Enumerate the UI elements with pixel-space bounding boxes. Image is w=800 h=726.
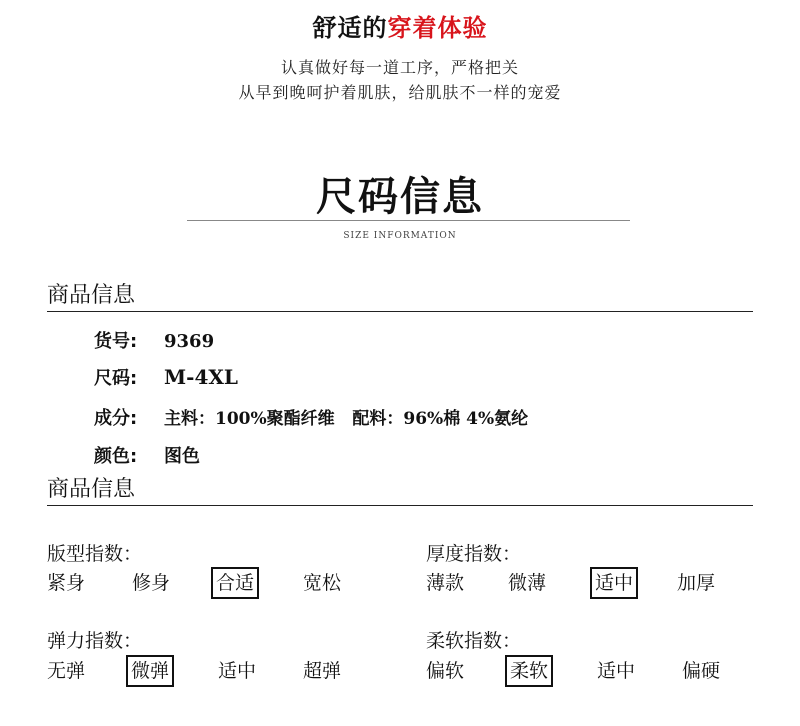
elasticity-option-super: 超弹	[303, 660, 342, 682]
info-row-item-no	[94, 327, 214, 353]
thickness-option-medium-selected: 适中	[590, 567, 638, 599]
subline-2: 从早到晚呵护着肌肤，给肌肤不一样的宠爱	[238, 83, 562, 102]
info-value: M-4XL	[164, 365, 238, 389]
size-title: 尺码信息	[316, 174, 484, 220]
fit-option-tight: 紧身	[47, 572, 86, 594]
product-info-title: 商品信息	[47, 283, 136, 308]
elasticity-option-slight-selected: 微弹	[126, 655, 174, 687]
thickness-option-thick: 加厚	[677, 572, 716, 594]
product-info-divider	[47, 311, 753, 312]
elasticity-index-title: 弹力指数：	[47, 630, 143, 652]
fit-option-loose: 宽松	[303, 572, 342, 594]
elasticity-option-medium: 适中	[218, 660, 257, 682]
softness-index-title: 柔软指数：	[426, 630, 522, 652]
info-label: 货号:	[94, 331, 138, 352]
headline-black: 舒适的	[312, 14, 388, 42]
headline	[0, 8, 800, 43]
info-label: 尺码:	[94, 368, 138, 389]
fit-index-title: 版型指数：	[47, 543, 143, 565]
fit-option-regular-selected: 合适	[211, 567, 259, 599]
info-value: 图色	[164, 446, 200, 467]
indices-title: 商品信息	[47, 477, 136, 502]
info-value: 主料：100%聚酯纤维 配料：96%棉 4%氨纶	[164, 409, 529, 429]
softness-option-soft-selected: 柔软	[505, 655, 553, 687]
info-row-material	[94, 404, 528, 430]
subline-1: 认真做好每一道工序，严格把关	[280, 58, 519, 77]
info-row-size	[94, 364, 238, 390]
thickness-index-title: 厚度指数：	[426, 543, 522, 565]
info-label: 颜色:	[94, 446, 138, 467]
thickness-option-slightly-thin: 微薄	[508, 572, 547, 594]
info-label: 成分:	[94, 408, 138, 429]
fit-option-slim: 修身	[132, 572, 171, 594]
softness-option-somewhat-soft: 偏软	[426, 660, 465, 682]
softness-option-medium: 适中	[597, 660, 636, 682]
info-value: 9369	[164, 331, 215, 352]
softness-option-somewhat-hard: 偏硬	[682, 660, 721, 682]
info-row-color	[94, 442, 200, 468]
headline-red: 穿着体验	[387, 14, 488, 42]
size-title-divider	[187, 220, 630, 221]
size-subtitle: SIZE INFORMATION	[343, 231, 457, 241]
thickness-option-thin: 薄款	[426, 572, 465, 594]
elasticity-option-none: 无弹	[47, 660, 86, 682]
indices-divider	[47, 505, 753, 506]
